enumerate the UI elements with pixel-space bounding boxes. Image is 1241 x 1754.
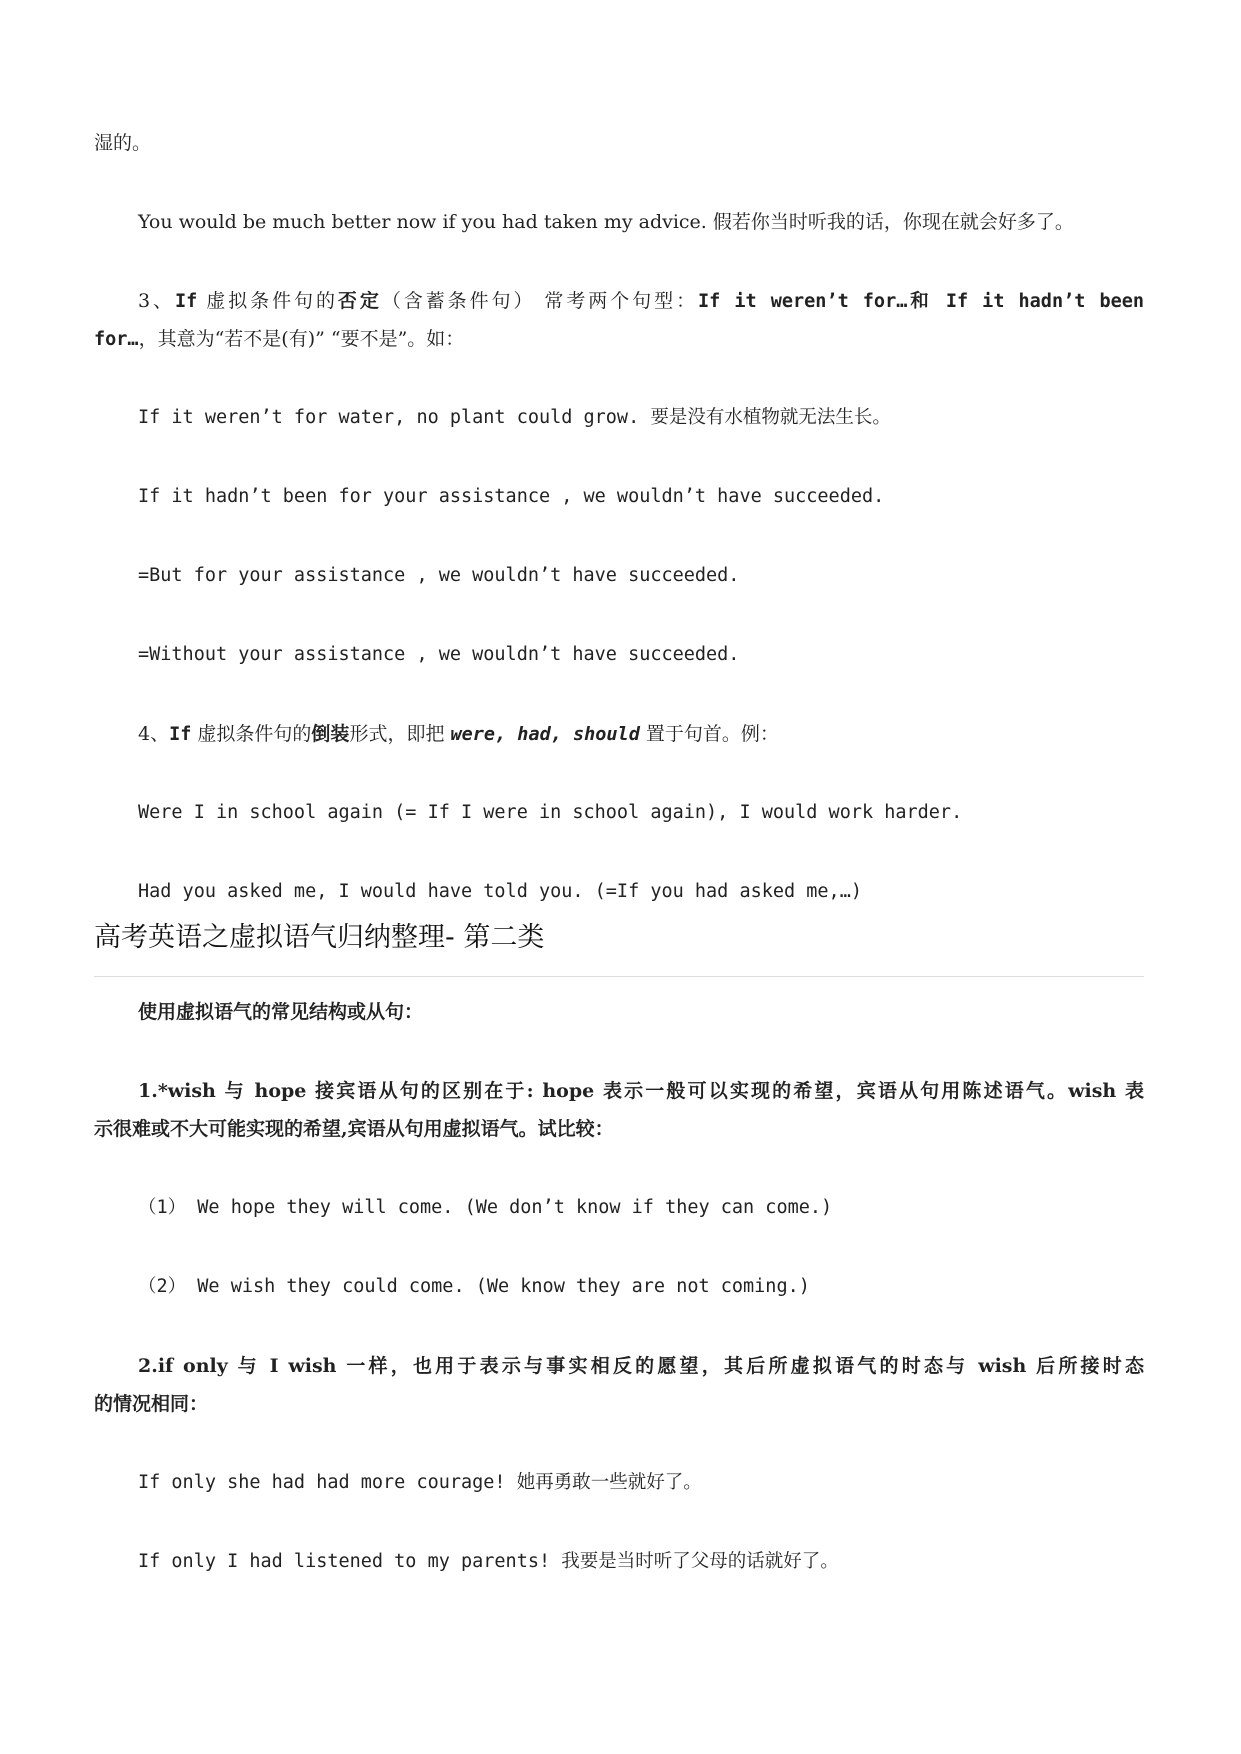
example-sentence: （1） We hope they will come. (We don’t know if they can come.) (138, 1197, 833, 1218)
rule-text: ，其意为“若不是(有)” “要不是”。如： (138, 328, 465, 350)
inversion-words: were, had, should (450, 724, 640, 745)
example-sentence: If only I had listened to my parents! 我要是当时听了父母的话就好了。 (138, 1551, 839, 1572)
rule-text: 形式，即把 (349, 723, 451, 745)
item-2-line-2: 的情况相同： (94, 1393, 209, 1415)
rule-number: 4、 (138, 723, 170, 745)
rule-3-line-2 (94, 320, 1144, 359)
example-sentence: You would be much better now if you had taken my advice. 假若你当时听我的话，你现在就会好多了。 (138, 211, 1074, 233)
example-sentence: If it weren’t for water, no plant could grow. 要是没有水植物就无法生长。 (138, 407, 891, 428)
item-2-line-1: 2.if only 与 I wish 一样，也用于表示与事实相反的愿望，其后所虚拟语气的时态与 wish 后所接时态 (138, 1355, 1144, 1377)
pattern-text: for… (94, 329, 139, 350)
rule-text: （含蓄条件句） 常考两个句型： (381, 290, 699, 312)
example-sentence: Were I in school again (= If I were in school again), I would work harder. (138, 802, 963, 823)
example-sentence: If only she had had more courage! 她再勇敢一些就好了。 (138, 1472, 702, 1493)
section-intro: 使用虚拟语气的常见结构或从句： (138, 1001, 424, 1023)
rule-text: 虚拟条件句的 (197, 290, 338, 312)
example-sentence: If it hadn’t been for your assistance , we wouldn’t have succeeded. (138, 486, 885, 507)
rule-text: 虚拟条件句的 (191, 723, 312, 745)
rule-4-line (138, 715, 1144, 754)
section-divider (94, 976, 1144, 977)
section-title: 高考英语之虚拟语气归纳整理- 第二类 (94, 922, 545, 953)
pattern-text: If it weren’t for…和 If it hadn’t been (698, 291, 1144, 312)
keyword-if: If (174, 291, 198, 312)
example-sentence: （2） We wish they could come. (We know they are not coming.) (138, 1276, 810, 1297)
example-sentence: Had you asked me, I would have told you. (=If you had asked me,…) (138, 881, 862, 902)
item-1-line-1: 1.*wish 与 hope 接宾语从句的区别在于: hope 表示一般可以实现的希望，宾语从句用陈述语气。wish 表 (138, 1080, 1144, 1102)
keyword-if: If (169, 724, 192, 745)
keyword-inversion: 倒装 (311, 723, 350, 745)
keyword-negation: 否定 (337, 290, 382, 312)
rule-text: 置于句首。例： (639, 723, 779, 745)
rule-number: 3、 (138, 290, 175, 312)
paragraph-line: 湿的。 (94, 132, 152, 154)
example-sentence: =Without your assistance , we wouldn’t have succeeded. (138, 644, 740, 665)
example-sentence: =But for your assistance , we wouldn’t have succeeded. (138, 565, 740, 586)
rule-3-line-1 (138, 282, 1144, 321)
item-1-line-2: 示很难或不大可能实现的希望,宾语从句用虚拟语气。试比较： (94, 1118, 614, 1140)
